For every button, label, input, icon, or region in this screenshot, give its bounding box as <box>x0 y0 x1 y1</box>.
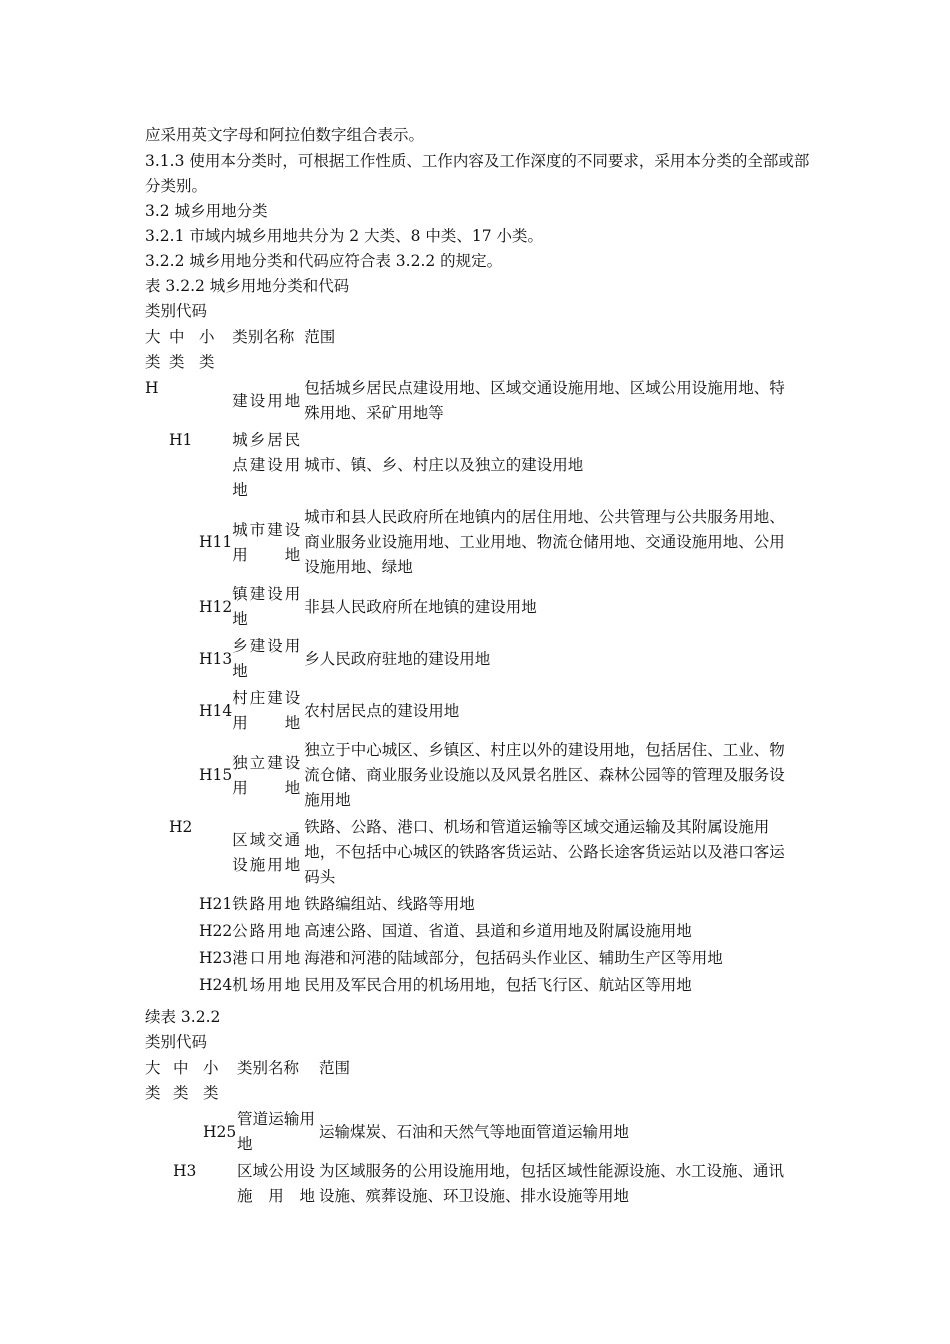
header-mid-char: 类 <box>169 353 185 371</box>
section-heading-3-2: 3.2 城乡用地分类 <box>145 202 268 220</box>
category-name: 港口用地 <box>232 949 301 967</box>
small-class-code <box>199 814 232 891</box>
category-scope: 乡人民政府驻地的建设用地 <box>304 649 491 668</box>
header-scope: 范围 <box>304 328 336 346</box>
category-scope: 运输煤炭、石油和天然气等地面管道运输用地 <box>319 1122 630 1141</box>
header-small-char: 类 <box>199 353 215 371</box>
mid-class-code <box>169 918 199 945</box>
table-row <box>145 581 792 633</box>
small-class-code: H13 <box>199 649 233 668</box>
small-class-code: H11 <box>199 533 233 551</box>
header-mid-class <box>169 325 199 375</box>
category-scope: 农村居民点的建设用地 <box>304 701 460 720</box>
header-mid-char: 类 <box>173 1084 189 1102</box>
table-row <box>145 972 792 999</box>
big-class-code <box>145 1106 173 1158</box>
header-big-class <box>145 1056 173 1106</box>
mid-class-code <box>169 685 199 737</box>
table-caption: 表 3.2.2 城乡用地分类和代码 <box>145 277 350 295</box>
mid-class-code <box>169 633 199 685</box>
category-name: 区域公用设施用地 <box>237 1162 315 1205</box>
small-class-code: H12 <box>199 597 233 616</box>
category-scope: 包括城乡居民点建设用地、区域交通设施用地、区域公用设施用地、特殊用地、采矿用地等 <box>304 379 785 422</box>
category-scope: 海港和河港的陆域部分，包括码头作业区、辅助生产区等用地 <box>304 949 723 967</box>
category-name: 独立建设用地 <box>232 753 301 797</box>
paragraph-3-2-2: 3.2.2 城乡用地分类和代码应符合表 3.2.2 的规定。 <box>145 252 503 270</box>
category-name: 铁路用地 <box>232 895 301 913</box>
header-mid-char: 中 <box>173 1059 189 1077</box>
category-scope: 城市、镇、乡、村庄以及独立的建设用地 <box>304 456 584 474</box>
big-class-code <box>145 737 169 814</box>
category-scope: 独立于中心城区、乡镇区、村庄以外的建设用地，包括居住、工业、物流仓储、商业服务业设施以及风景名胜区、森林公园等的管理及服务设施用地 <box>304 741 785 809</box>
table-row <box>145 737 792 814</box>
land-use-table-continued <box>145 1056 797 1210</box>
mid-class-code <box>169 737 199 814</box>
category-scope: 高速公路、国道、省道、县道和乡道用地及附属设施用地 <box>304 922 692 940</box>
category-scope: 非县人民政府所在地镇的建设用地 <box>304 597 537 616</box>
table-row <box>145 504 792 581</box>
category-name: 机场用地 <box>232 976 301 994</box>
big-class-code <box>145 891 169 918</box>
category-name: 城市建设用地 <box>232 520 301 564</box>
mid-class-code <box>169 945 199 972</box>
header-small-char: 小 <box>199 328 215 346</box>
header-big-char: 类 <box>145 353 161 371</box>
small-class-code: H24 <box>199 976 233 994</box>
small-class-code <box>199 427 232 504</box>
header-mid-class <box>173 1056 203 1106</box>
header-scope: 范围 <box>319 1059 351 1077</box>
header-big-char: 类 <box>145 1084 161 1102</box>
big-class-code: H <box>145 379 159 397</box>
table-row <box>145 685 792 737</box>
table-row <box>145 1106 797 1158</box>
header-small-char: 小 <box>203 1059 219 1077</box>
big-class-code <box>145 918 169 945</box>
small-class-code <box>203 1158 237 1210</box>
big-class-code <box>145 1158 173 1210</box>
continuation-title: 续表 3.2.2 <box>145 1008 221 1026</box>
small-class-code: H15 <box>199 766 233 784</box>
header-big-char: 大 <box>145 328 161 346</box>
category-scope: 城市和县人民政府所在地镇内的居住用地、公共管理与公共服务用地、商业服务业设施用地、工业用地、物流仓储用地、交通设施用地、公用设施用地、绿地 <box>304 508 785 576</box>
category-name: 镇建设用地 <box>232 585 301 628</box>
category-name: 城乡居民点建设用地 <box>232 431 301 499</box>
header-category-name: 类别名称 <box>237 1059 300 1077</box>
mid-class-code <box>173 1106 203 1158</box>
small-class-code: H21 <box>199 895 233 913</box>
table-row <box>145 891 792 918</box>
big-class-code <box>145 814 169 891</box>
small-class-code: H22 <box>199 922 233 940</box>
big-class-code <box>145 633 169 685</box>
table-row <box>145 633 792 685</box>
mid-class-code: H2 <box>169 818 193 836</box>
header-category-name: 类别名称 <box>232 328 295 346</box>
category-scope: 民用及军民合用的机场用地，包括飞行区、航站区等用地 <box>304 976 692 994</box>
category-name: 公路用地 <box>232 922 301 940</box>
big-class-code <box>145 972 169 999</box>
category-name: 建设用地 <box>232 391 301 410</box>
mid-class-code <box>169 891 199 918</box>
big-class-code <box>145 945 169 972</box>
table-row <box>145 814 792 891</box>
mid-class-code <box>169 581 199 633</box>
table1-header-row <box>145 325 792 375</box>
category-scope: 铁路、公路、港口、机场和管道运输等区域交通运输及其附属设施用地，不包括中心城区的铁路客货运站、公路长途客货运站以及港口客运码头 <box>304 818 785 886</box>
mid-class-code <box>169 375 199 427</box>
category-code-label: 类别代码 <box>145 302 208 320</box>
table-row <box>145 918 792 945</box>
header-small-class <box>199 325 232 375</box>
paragraph-3-1-3: 3.1.3 使用本分类时，可根据工作性质、工作内容及工作深度的不同要求，采用本分类的全部或部分类别。 <box>145 152 810 195</box>
mid-class-code <box>169 504 199 581</box>
category-scope: 为区域服务的公用设施用地，包括区域性能源设施、水工设施、通讯设施、殡葬设施、环卫设施、排水设施等用地 <box>319 1162 785 1205</box>
category-name: 乡建设用地 <box>232 637 301 680</box>
small-class-code: H14 <box>199 701 233 720</box>
paragraph-intro: 应采用英文字母和阿拉伯数字组合表示。 <box>145 126 425 144</box>
table-row <box>145 375 792 427</box>
category-scope: 铁路编组站、线路等用地 <box>304 895 475 913</box>
category-name: 村庄建设用地 <box>232 689 301 732</box>
land-use-table <box>145 325 792 999</box>
table-row <box>145 427 792 504</box>
small-class-code: H23 <box>199 949 233 967</box>
header-small-char: 类 <box>203 1084 219 1102</box>
continuation-code-label: 类别代码 <box>145 1033 208 1051</box>
big-class-code <box>145 504 169 581</box>
big-class-code <box>145 685 169 737</box>
header-mid-char: 中 <box>169 328 185 346</box>
mid-class-code: H3 <box>173 1162 197 1180</box>
table-row <box>145 945 792 972</box>
header-small-class <box>203 1056 237 1106</box>
category-name: 区域交通设施用地 <box>232 830 301 874</box>
big-class-code <box>145 581 169 633</box>
table-row <box>145 1158 797 1210</box>
table2-header-row <box>145 1056 797 1106</box>
mid-class-code: H1 <box>169 431 193 449</box>
category-name: 管道运输用地 <box>237 1110 315 1153</box>
small-class-code: H25 <box>203 1122 237 1141</box>
header-big-class <box>145 325 169 375</box>
mid-class-code <box>169 972 199 999</box>
big-class-code <box>145 427 169 504</box>
small-class-code <box>199 375 232 427</box>
header-big-char: 大 <box>145 1059 161 1077</box>
paragraph-3-2-1: 3.2.1 市域内城乡用地共分为 2 大类、8 中类、17 小类。 <box>145 227 544 245</box>
